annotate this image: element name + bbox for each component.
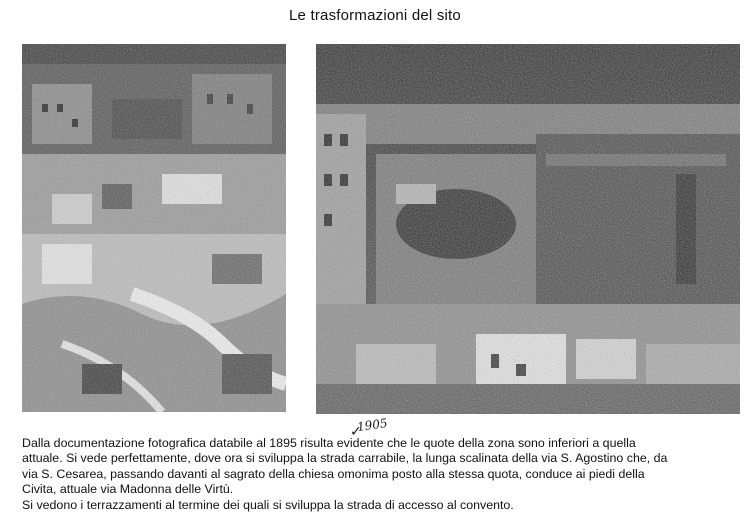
caption-line-5: Si vedono i terrazzamenti al termine dei quali si sviluppa la strada di accesso al convento. bbox=[22, 497, 514, 512]
caption-line-4: Civita, attuale via Madonna delle Virtù. bbox=[22, 482, 234, 497]
caption-line-1: Dalla documentazione fotografica databile al 1895 risulta evidente che le quote della zona sono inferiori a quella bbox=[22, 436, 636, 450]
handwritten-check-icon: ✓ bbox=[350, 424, 362, 440]
caption-line-3: via S. Cesarea, passando davanti al sagrato della chiesa omonima posto alla stessa quota, conduce ai piedi della bbox=[22, 466, 645, 481]
caption-line-2: attuale. Si vede perfettamente, dove ora si sviluppa la strada carrabile, la lunga scalinata della via S. Agostino che, da bbox=[22, 451, 668, 466]
historic-photo-right bbox=[316, 44, 740, 414]
photo-caption bbox=[22, 436, 744, 513]
photo-right-image bbox=[316, 44, 740, 414]
page-title: Le trasformazioni del sito bbox=[289, 7, 461, 24]
historic-photo-left bbox=[22, 44, 286, 412]
photo-left-image bbox=[22, 44, 286, 412]
handwritten-year-annotation: 1905 bbox=[356, 415, 389, 435]
